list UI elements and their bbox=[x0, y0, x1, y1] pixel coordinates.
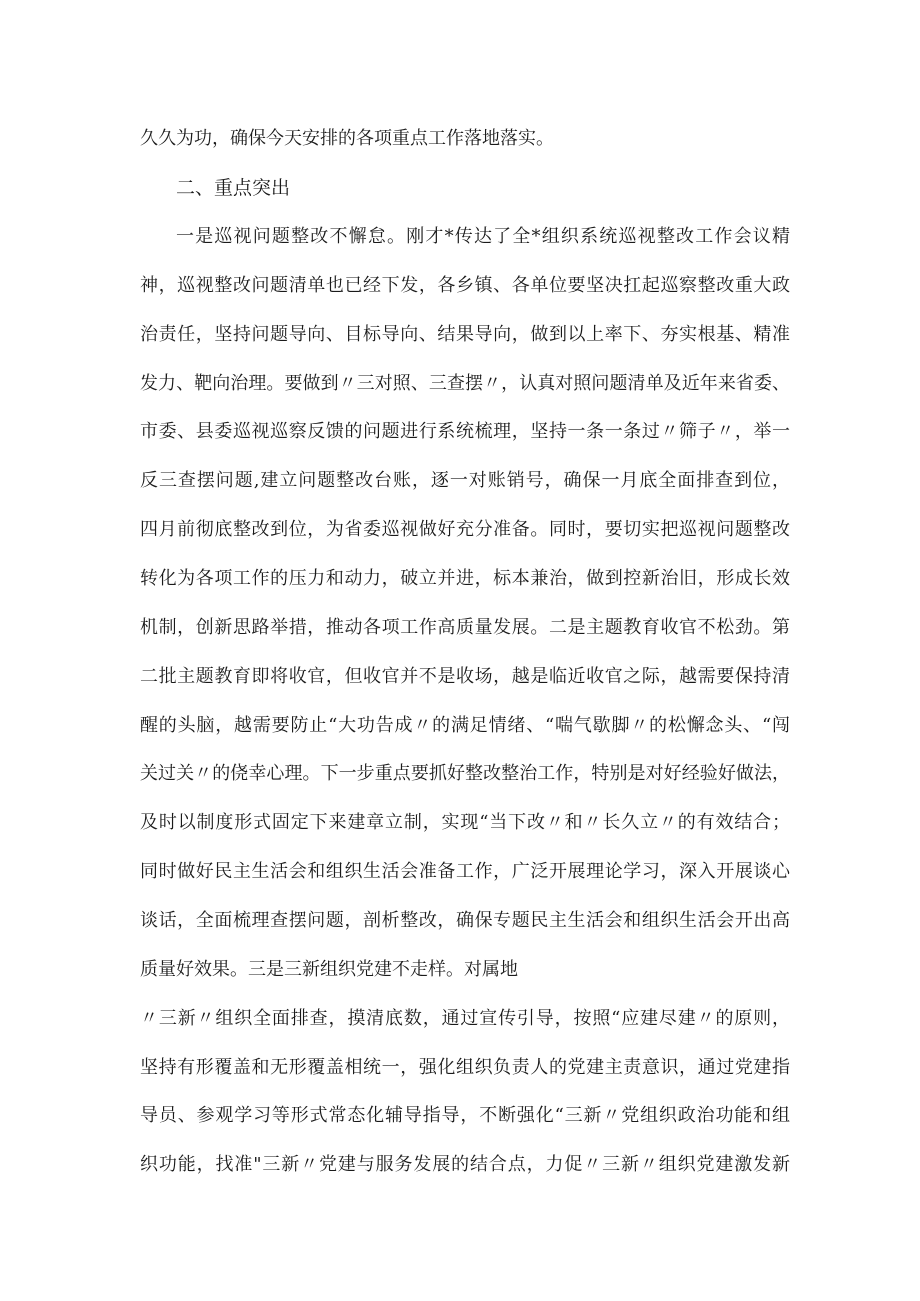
paragraph-line: 质量好效果。三是三新组织党建不走样。对属地 bbox=[140, 959, 518, 980]
paragraph-line: 〃三新〃组织全面排查，摸清底数，通过宣传引导，按照“应建尽建〃的原则， bbox=[140, 1008, 790, 1029]
paragraph-line: 反三查摆问题,建立问题整改台账，逐一对账销号，确保一月底全面排查到位， bbox=[140, 470, 790, 491]
paragraph-line: 发力、靶向治理。要做到〃三对照、三查摆〃，认真对照问题清单及近年来省委、 bbox=[140, 373, 790, 394]
paragraph-line: 导员、参观学习等形式常态化辅导指导，不断强化“三新〃党组织政治功能和组 bbox=[140, 1105, 790, 1126]
paragraph-line: 机制，创新思路举措，推动各项工作高质量发展。二是主题教育收官不松劲。第 bbox=[140, 617, 790, 638]
paragraph-line: 一是巡视问题整改不懈怠。刚才*传达了全*组织系统巡视整改工作会议精 bbox=[176, 226, 790, 247]
paragraph-line: 坚持有形覆盖和无形覆盖相统一，强化组织负责人的党建主责意识，通过党建指 bbox=[140, 1057, 790, 1078]
paragraph-line: 二批主题教育即将收官，但收官并不是收场，越是临近收官之际，越需要保持清 bbox=[140, 666, 790, 687]
paragraph-line: 转化为各项工作的压力和动力，破立并进，标本兼治，做到控新治旧，形成长效 bbox=[140, 568, 790, 589]
paragraph-line: 醒的头脑，越需要防止“大功告成〃的满足情绪、“喘气歇脚〃的松懈念头、“闯 bbox=[140, 715, 790, 736]
paragraph-line: 神，巡视整改问题清单也已经下发，各乡镇、各单位要坚决扛起巡察整改重大政 bbox=[140, 275, 790, 296]
paragraph-line: 市委、县委巡视巡察反馈的问题进行系统梳理，坚持一条一条过〃筛子〃，举一 bbox=[140, 421, 790, 442]
section-heading: 二、重点突出 bbox=[176, 177, 291, 199]
paragraph-line: 及时以制度形式固定下来建章立制，实现“当下改〃和〃长久立〃的有效结合； bbox=[140, 812, 790, 833]
paragraph-line: 四月前彻底整改到位，为省委巡视做好充分准备。同时，要切实把巡视问题整改 bbox=[140, 519, 790, 540]
paragraph-line: 谈话，全面梳理查摆问题，剖析整改，确保专题民主生活会和组织生活会开出高 bbox=[140, 910, 790, 931]
paragraph-line: 久久为功，确保今天安排的各项重点工作落地落实。 bbox=[140, 128, 554, 149]
paragraph-line: 关过关〃的侥幸心理。下一步重点要抓好整改整治工作，特别是对好经验好做法， bbox=[140, 763, 790, 784]
paragraph-line: 同时做好民主生活会和组织生活会准备工作，广泛开展理论学习，深入开展谈心 bbox=[140, 861, 790, 882]
paragraph-line: 织功能，找准"三新〃党建与服务发展的结合点，力促〃三新〃组织党建激发新 bbox=[140, 1154, 790, 1175]
paragraph-line: 治责任，坚持问题导向、目标导向、结果导向，做到以上率下、夯实根基、精准 bbox=[140, 324, 790, 345]
